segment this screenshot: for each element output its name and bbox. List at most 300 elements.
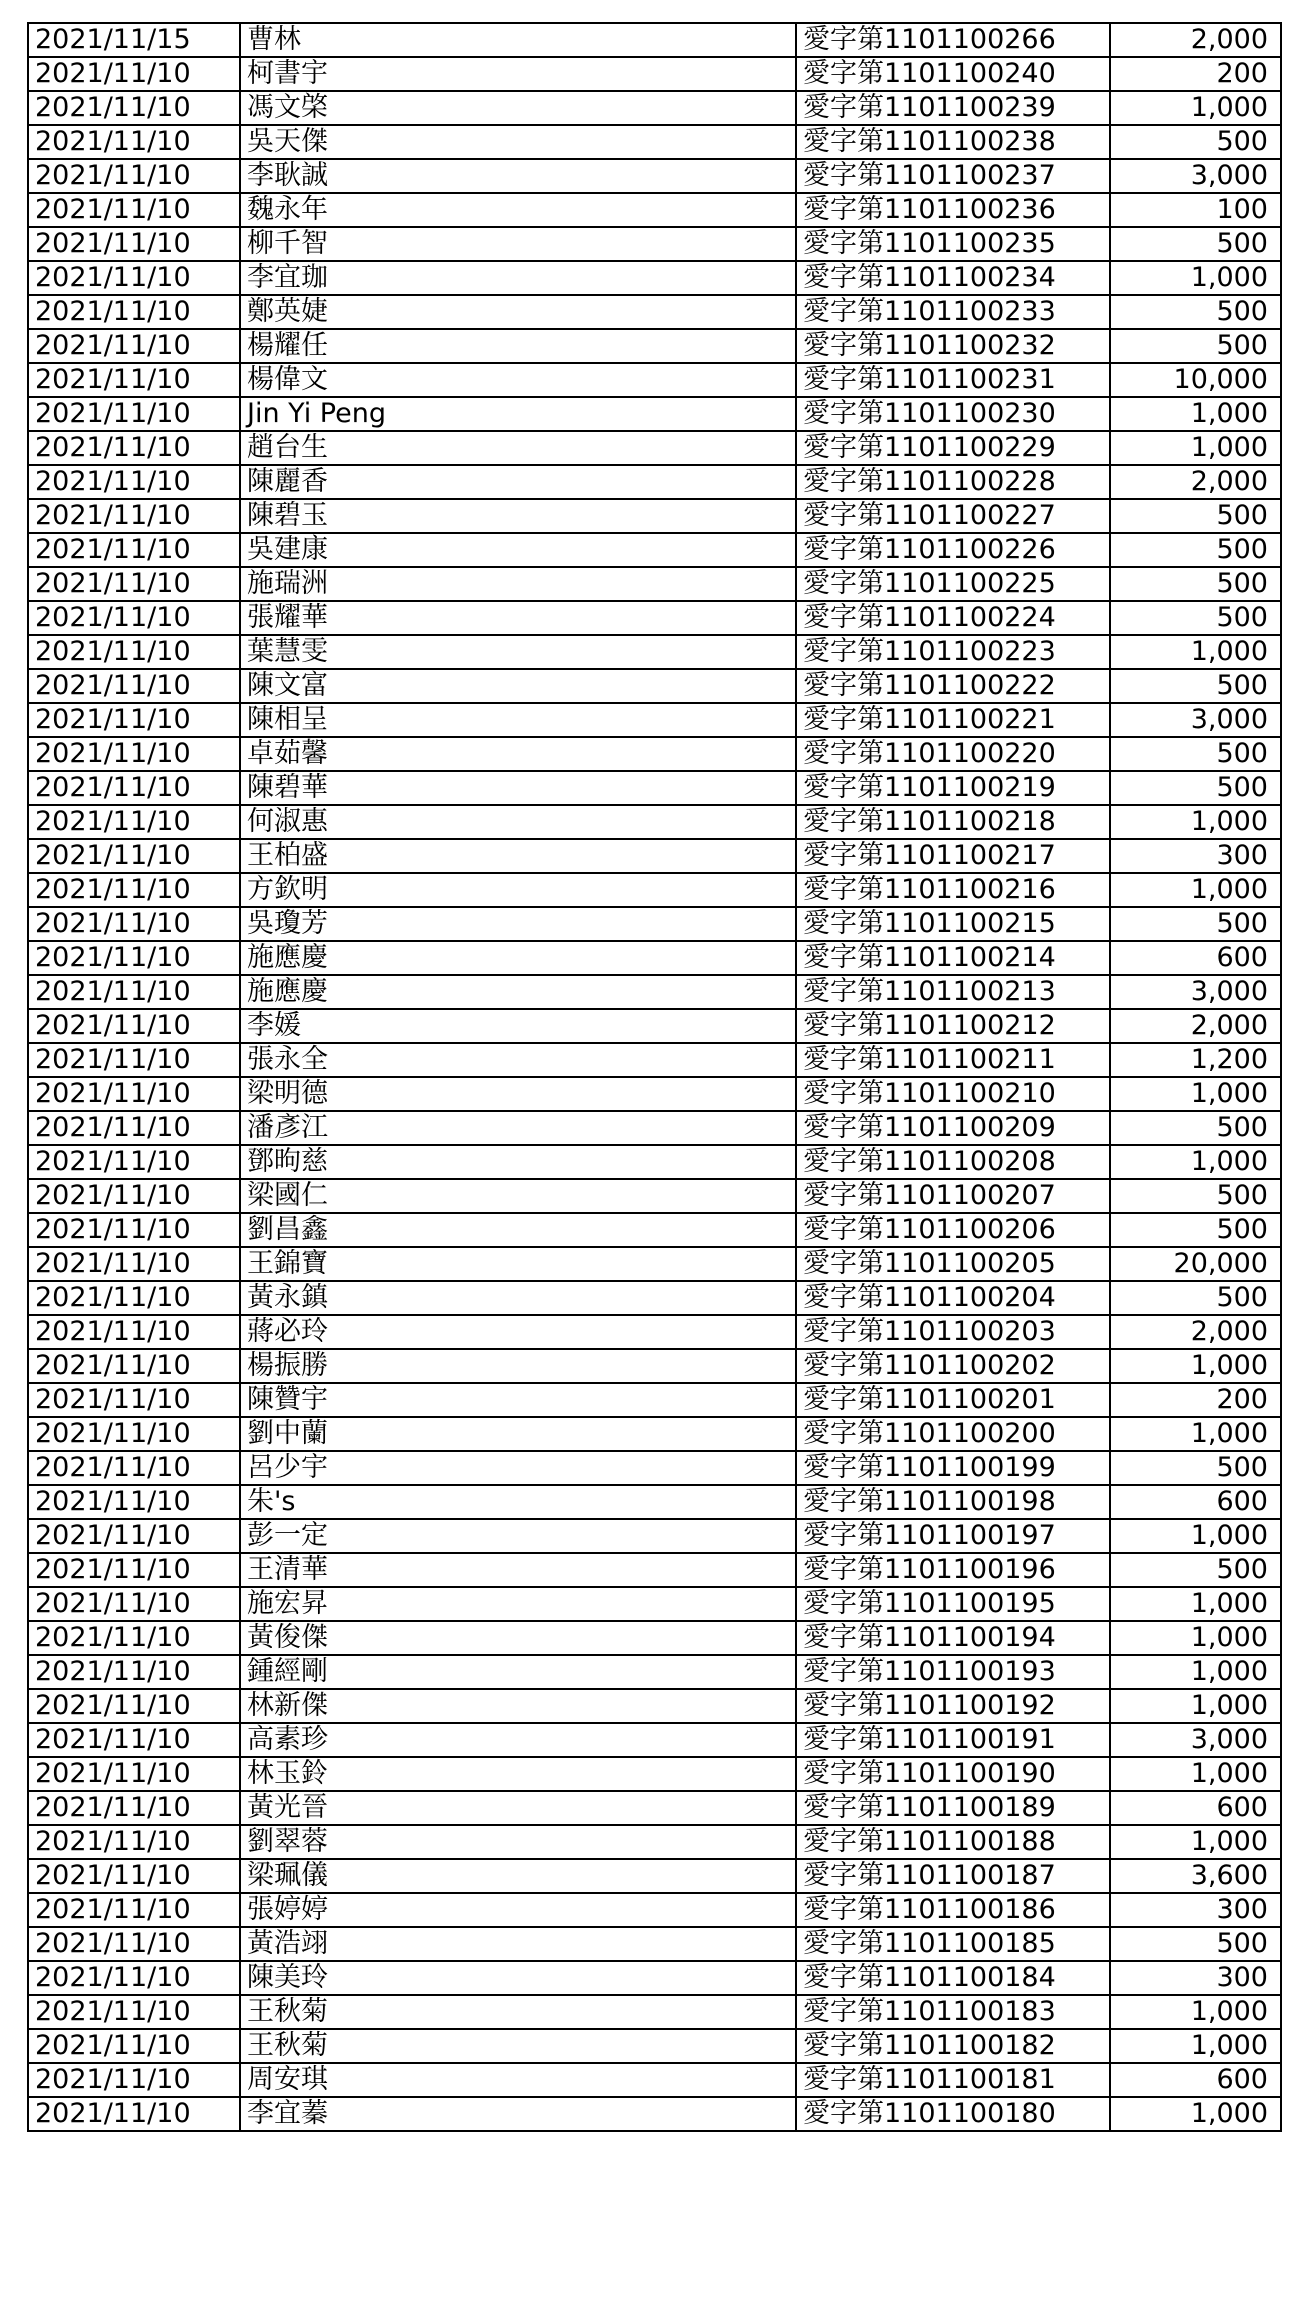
amount-cell: 2,000 bbox=[1110, 1009, 1281, 1043]
amount-cell: 1,000 bbox=[1110, 1757, 1281, 1791]
receipt-number-cell: 愛字第1101100187 bbox=[796, 1859, 1110, 1893]
date-cell: 2021/11/10 bbox=[28, 1451, 240, 1485]
receipt-number-cell: 愛字第1101100182 bbox=[796, 2029, 1110, 2063]
receipt-number-cell: 愛字第1101100207 bbox=[796, 1179, 1110, 1213]
receipt-number-cell: 愛字第1101100227 bbox=[796, 499, 1110, 533]
receipt-number-cell: 愛字第1101100205 bbox=[796, 1247, 1110, 1281]
donor-name-cell: 蔣必玲 bbox=[240, 1315, 796, 1349]
date-cell: 2021/11/10 bbox=[28, 1519, 240, 1553]
amount-cell: 200 bbox=[1110, 1383, 1281, 1417]
amount-cell: 500 bbox=[1110, 601, 1281, 635]
donor-name-cell: 梁國仁 bbox=[240, 1179, 796, 1213]
amount-cell: 10,000 bbox=[1110, 363, 1281, 397]
receipt-number-cell: 愛字第1101100180 bbox=[796, 2097, 1110, 2131]
donor-name-cell: 施應慶 bbox=[240, 975, 796, 1009]
table-row bbox=[28, 635, 1281, 669]
table-row bbox=[28, 1451, 1281, 1485]
date-cell: 2021/11/10 bbox=[28, 1111, 240, 1145]
amount-cell: 1,000 bbox=[1110, 1587, 1281, 1621]
donor-name-cell: 陳碧玉 bbox=[240, 499, 796, 533]
donor-name-cell: 施宏昇 bbox=[240, 1587, 796, 1621]
donor-name-cell: 李宜蓁 bbox=[240, 2097, 796, 2131]
donor-name-cell: 吳天傑 bbox=[240, 125, 796, 159]
receipt-number-cell: 愛字第1101100195 bbox=[796, 1587, 1110, 1621]
amount-cell: 200 bbox=[1110, 57, 1281, 91]
date-cell: 2021/11/10 bbox=[28, 1791, 240, 1825]
donor-name-cell: 王錦寶 bbox=[240, 1247, 796, 1281]
date-cell: 2021/11/10 bbox=[28, 1689, 240, 1723]
table-row bbox=[28, 1553, 1281, 1587]
table-row bbox=[28, 1927, 1281, 1961]
donor-name-cell: 劉中蘭 bbox=[240, 1417, 796, 1451]
table-row bbox=[28, 839, 1281, 873]
donor-name-cell: 柯書宇 bbox=[240, 57, 796, 91]
table-row bbox=[28, 91, 1281, 125]
table-row bbox=[28, 1043, 1281, 1077]
amount-cell: 1,000 bbox=[1110, 397, 1281, 431]
amount-cell: 20,000 bbox=[1110, 1247, 1281, 1281]
receipt-number-cell: 愛字第1101100198 bbox=[796, 1485, 1110, 1519]
donor-name-cell: 施應慶 bbox=[240, 941, 796, 975]
table-row bbox=[28, 567, 1281, 601]
table-row bbox=[28, 1621, 1281, 1655]
date-cell: 2021/11/10 bbox=[28, 91, 240, 125]
donor-name-cell: 黃浩翊 bbox=[240, 1927, 796, 1961]
table-row bbox=[28, 1859, 1281, 1893]
donor-name-cell: 葉慧雯 bbox=[240, 635, 796, 669]
date-cell: 2021/11/10 bbox=[28, 57, 240, 91]
amount-cell: 600 bbox=[1110, 2063, 1281, 2097]
donor-name-cell: Jin Yi Peng bbox=[240, 397, 796, 431]
amount-cell: 500 bbox=[1110, 669, 1281, 703]
donor-name-cell: 施瑞洲 bbox=[240, 567, 796, 601]
amount-cell: 1,000 bbox=[1110, 873, 1281, 907]
donor-name-cell: 李宜珈 bbox=[240, 261, 796, 295]
table-row bbox=[28, 1213, 1281, 1247]
table-row bbox=[28, 941, 1281, 975]
date-cell: 2021/11/10 bbox=[28, 1213, 240, 1247]
amount-cell: 1,000 bbox=[1110, 1995, 1281, 2029]
amount-cell: 100 bbox=[1110, 193, 1281, 227]
date-cell: 2021/11/10 bbox=[28, 941, 240, 975]
donor-name-cell: 彭一定 bbox=[240, 1519, 796, 1553]
date-cell: 2021/11/10 bbox=[28, 397, 240, 431]
receipt-number-cell: 愛字第1101100238 bbox=[796, 125, 1110, 159]
date-cell: 2021/11/10 bbox=[28, 1723, 240, 1757]
donor-name-cell: 馮文棨 bbox=[240, 91, 796, 125]
date-cell: 2021/11/10 bbox=[28, 2029, 240, 2063]
receipt-number-cell: 愛字第1101100191 bbox=[796, 1723, 1110, 1757]
receipt-number-cell: 愛字第1101100209 bbox=[796, 1111, 1110, 1145]
donor-name-cell: 朱's bbox=[240, 1485, 796, 1519]
receipt-number-cell: 愛字第1101100213 bbox=[796, 975, 1110, 1009]
table-row bbox=[28, 771, 1281, 805]
table-row bbox=[28, 1009, 1281, 1043]
donor-name-cell: 張婷婷 bbox=[240, 1893, 796, 1927]
donor-name-cell: 黃永鎮 bbox=[240, 1281, 796, 1315]
receipt-number-cell: 愛字第1101100200 bbox=[796, 1417, 1110, 1451]
amount-cell: 500 bbox=[1110, 1111, 1281, 1145]
receipt-number-cell: 愛字第1101100233 bbox=[796, 295, 1110, 329]
amount-cell: 3,000 bbox=[1110, 1723, 1281, 1757]
date-cell: 2021/11/10 bbox=[28, 1859, 240, 1893]
receipt-number-cell: 愛字第1101100212 bbox=[796, 1009, 1110, 1043]
date-cell: 2021/11/10 bbox=[28, 1349, 240, 1383]
donor-name-cell: 何淑惠 bbox=[240, 805, 796, 839]
receipt-number-cell: 愛字第1101100183 bbox=[796, 1995, 1110, 2029]
donor-name-cell: 陳贊宇 bbox=[240, 1383, 796, 1417]
receipt-number-cell: 愛字第1101100211 bbox=[796, 1043, 1110, 1077]
date-cell: 2021/11/10 bbox=[28, 1757, 240, 1791]
receipt-number-cell: 愛字第1101100237 bbox=[796, 159, 1110, 193]
receipt-number-cell: 愛字第1101100184 bbox=[796, 1961, 1110, 1995]
date-cell: 2021/11/10 bbox=[28, 1247, 240, 1281]
table-row bbox=[28, 1281, 1281, 1315]
table-row bbox=[28, 1077, 1281, 1111]
date-cell: 2021/11/10 bbox=[28, 193, 240, 227]
donor-name-cell: 林玉鈴 bbox=[240, 1757, 796, 1791]
table-row bbox=[28, 1587, 1281, 1621]
donation-table bbox=[27, 22, 1282, 2132]
table-row bbox=[28, 57, 1281, 91]
receipt-number-cell: 愛字第1101100201 bbox=[796, 1383, 1110, 1417]
donor-name-cell: 呂少宇 bbox=[240, 1451, 796, 1485]
donor-name-cell: 梁明德 bbox=[240, 1077, 796, 1111]
receipt-number-cell: 愛字第1101100189 bbox=[796, 1791, 1110, 1825]
date-cell: 2021/11/10 bbox=[28, 1485, 240, 1519]
amount-cell: 500 bbox=[1110, 499, 1281, 533]
date-cell: 2021/11/15 bbox=[28, 23, 240, 57]
receipt-number-cell: 愛字第1101100204 bbox=[796, 1281, 1110, 1315]
table-row bbox=[28, 1111, 1281, 1145]
receipt-number-cell: 愛字第1101100224 bbox=[796, 601, 1110, 635]
date-cell: 2021/11/10 bbox=[28, 669, 240, 703]
table-row bbox=[28, 907, 1281, 941]
receipt-number-cell: 愛字第1101100226 bbox=[796, 533, 1110, 567]
donor-name-cell: 潘彥江 bbox=[240, 1111, 796, 1145]
table-row bbox=[28, 1791, 1281, 1825]
table-row bbox=[28, 1315, 1281, 1349]
table-row bbox=[28, 1689, 1281, 1723]
donor-name-cell: 吳瓊芳 bbox=[240, 907, 796, 941]
table-row bbox=[28, 1995, 1281, 2029]
donor-name-cell: 林新傑 bbox=[240, 1689, 796, 1723]
amount-cell: 1,200 bbox=[1110, 1043, 1281, 1077]
table-row bbox=[28, 1655, 1281, 1689]
table-row bbox=[28, 295, 1281, 329]
date-cell: 2021/11/10 bbox=[28, 1587, 240, 1621]
receipt-number-cell: 愛字第1101100202 bbox=[796, 1349, 1110, 1383]
amount-cell: 500 bbox=[1110, 533, 1281, 567]
donor-name-cell: 楊振勝 bbox=[240, 1349, 796, 1383]
amount-cell: 1,000 bbox=[1110, 635, 1281, 669]
receipt-number-cell: 愛字第1101100222 bbox=[796, 669, 1110, 703]
amount-cell: 1,000 bbox=[1110, 1655, 1281, 1689]
receipt-number-cell: 愛字第1101100186 bbox=[796, 1893, 1110, 1927]
receipt-number-cell: 愛字第1101100240 bbox=[796, 57, 1110, 91]
donor-name-cell: 王清華 bbox=[240, 1553, 796, 1587]
table-row bbox=[28, 1723, 1281, 1757]
date-cell: 2021/11/10 bbox=[28, 635, 240, 669]
amount-cell: 1,000 bbox=[1110, 1349, 1281, 1383]
amount-cell: 500 bbox=[1110, 227, 1281, 261]
amount-cell: 1,000 bbox=[1110, 1417, 1281, 1451]
receipt-number-cell: 愛字第1101100220 bbox=[796, 737, 1110, 771]
receipt-number-cell: 愛字第1101100266 bbox=[796, 23, 1110, 57]
receipt-number-cell: 愛字第1101100235 bbox=[796, 227, 1110, 261]
donor-name-cell: 柳千智 bbox=[240, 227, 796, 261]
date-cell: 2021/11/10 bbox=[28, 1417, 240, 1451]
donor-name-cell: 陳麗香 bbox=[240, 465, 796, 499]
receipt-number-cell: 愛字第1101100219 bbox=[796, 771, 1110, 805]
receipt-number-cell: 愛字第1101100228 bbox=[796, 465, 1110, 499]
amount-cell: 2,000 bbox=[1110, 465, 1281, 499]
table-row bbox=[28, 873, 1281, 907]
amount-cell: 500 bbox=[1110, 1179, 1281, 1213]
date-cell: 2021/11/10 bbox=[28, 1179, 240, 1213]
receipt-number-cell: 愛字第1101100190 bbox=[796, 1757, 1110, 1791]
date-cell: 2021/11/10 bbox=[28, 1077, 240, 1111]
receipt-number-cell: 愛字第1101100188 bbox=[796, 1825, 1110, 1859]
receipt-number-cell: 愛字第1101100225 bbox=[796, 567, 1110, 601]
table-row bbox=[28, 363, 1281, 397]
table-row bbox=[28, 1179, 1281, 1213]
amount-cell: 1,000 bbox=[1110, 2029, 1281, 2063]
receipt-number-cell: 愛字第1101100203 bbox=[796, 1315, 1110, 1349]
table-row bbox=[28, 261, 1281, 295]
receipt-number-cell: 愛字第1101100229 bbox=[796, 431, 1110, 465]
date-cell: 2021/11/10 bbox=[28, 771, 240, 805]
amount-cell: 3,600 bbox=[1110, 1859, 1281, 1893]
amount-cell: 500 bbox=[1110, 1553, 1281, 1587]
receipt-number-cell: 愛字第1101100181 bbox=[796, 2063, 1110, 2097]
amount-cell: 1,000 bbox=[1110, 2097, 1281, 2131]
table-row bbox=[28, 1145, 1281, 1179]
amount-cell: 300 bbox=[1110, 1893, 1281, 1927]
amount-cell: 300 bbox=[1110, 839, 1281, 873]
amount-cell: 500 bbox=[1110, 1927, 1281, 1961]
donor-name-cell: 劉翠蓉 bbox=[240, 1825, 796, 1859]
donor-name-cell: 黃俊傑 bbox=[240, 1621, 796, 1655]
table-row bbox=[28, 1893, 1281, 1927]
receipt-number-cell: 愛字第1101100210 bbox=[796, 1077, 1110, 1111]
date-cell: 2021/11/10 bbox=[28, 737, 240, 771]
amount-cell: 1,000 bbox=[1110, 431, 1281, 465]
table-row bbox=[28, 431, 1281, 465]
receipt-number-cell: 愛字第1101100239 bbox=[796, 91, 1110, 125]
table-row bbox=[28, 2029, 1281, 2063]
date-cell: 2021/11/10 bbox=[28, 1655, 240, 1689]
donor-name-cell: 梁珮儀 bbox=[240, 1859, 796, 1893]
date-cell: 2021/11/10 bbox=[28, 703, 240, 737]
donor-name-cell: 方欽明 bbox=[240, 873, 796, 907]
donor-name-cell: 卓茹馨 bbox=[240, 737, 796, 771]
date-cell: 2021/11/10 bbox=[28, 1009, 240, 1043]
date-cell: 2021/11/10 bbox=[28, 1893, 240, 1927]
table-row bbox=[28, 805, 1281, 839]
table-row bbox=[28, 1349, 1281, 1383]
table-row bbox=[28, 159, 1281, 193]
receipt-number-cell: 愛字第1101100208 bbox=[796, 1145, 1110, 1179]
receipt-number-cell: 愛字第1101100196 bbox=[796, 1553, 1110, 1587]
donor-name-cell: 陳美玲 bbox=[240, 1961, 796, 1995]
table-row bbox=[28, 703, 1281, 737]
amount-cell: 500 bbox=[1110, 737, 1281, 771]
table-row bbox=[28, 2097, 1281, 2131]
receipt-number-cell: 愛字第1101100193 bbox=[796, 1655, 1110, 1689]
receipt-number-cell: 愛字第1101100234 bbox=[796, 261, 1110, 295]
date-cell: 2021/11/10 bbox=[28, 431, 240, 465]
donor-name-cell: 高素珍 bbox=[240, 1723, 796, 1757]
donor-name-cell: 李媛 bbox=[240, 1009, 796, 1043]
amount-cell: 3,000 bbox=[1110, 975, 1281, 1009]
amount-cell: 600 bbox=[1110, 1791, 1281, 1825]
table-row bbox=[28, 1519, 1281, 1553]
date-cell: 2021/11/10 bbox=[28, 465, 240, 499]
receipt-number-cell: 愛字第1101100218 bbox=[796, 805, 1110, 839]
table-row bbox=[28, 601, 1281, 635]
amount-cell: 1,000 bbox=[1110, 1621, 1281, 1655]
amount-cell: 1,000 bbox=[1110, 1145, 1281, 1179]
donor-name-cell: 楊耀任 bbox=[240, 329, 796, 363]
date-cell: 2021/11/10 bbox=[28, 907, 240, 941]
receipt-number-cell: 愛字第1101100214 bbox=[796, 941, 1110, 975]
date-cell: 2021/11/10 bbox=[28, 1995, 240, 2029]
date-cell: 2021/11/10 bbox=[28, 227, 240, 261]
date-cell: 2021/11/10 bbox=[28, 805, 240, 839]
amount-cell: 500 bbox=[1110, 1213, 1281, 1247]
date-cell: 2021/11/10 bbox=[28, 1315, 240, 1349]
donor-name-cell: 王柏盛 bbox=[240, 839, 796, 873]
donor-name-cell: 陳碧華 bbox=[240, 771, 796, 805]
amount-cell: 500 bbox=[1110, 125, 1281, 159]
date-cell: 2021/11/10 bbox=[28, 2063, 240, 2097]
amount-cell: 500 bbox=[1110, 771, 1281, 805]
amount-cell: 500 bbox=[1110, 1451, 1281, 1485]
amount-cell: 600 bbox=[1110, 941, 1281, 975]
date-cell: 2021/11/10 bbox=[28, 1145, 240, 1179]
receipt-number-cell: 愛字第1101100236 bbox=[796, 193, 1110, 227]
date-cell: 2021/11/10 bbox=[28, 1927, 240, 1961]
date-cell: 2021/11/10 bbox=[28, 1621, 240, 1655]
amount-cell: 3,000 bbox=[1110, 703, 1281, 737]
date-cell: 2021/11/10 bbox=[28, 839, 240, 873]
date-cell: 2021/11/10 bbox=[28, 1961, 240, 1995]
donor-name-cell: 魏永年 bbox=[240, 193, 796, 227]
table-row bbox=[28, 193, 1281, 227]
amount-cell: 1,000 bbox=[1110, 1077, 1281, 1111]
table-row bbox=[28, 23, 1281, 57]
donor-name-cell: 陳文富 bbox=[240, 669, 796, 703]
receipt-number-cell: 愛字第1101100232 bbox=[796, 329, 1110, 363]
table-row bbox=[28, 227, 1281, 261]
amount-cell: 500 bbox=[1110, 567, 1281, 601]
date-cell: 2021/11/10 bbox=[28, 873, 240, 907]
receipt-number-cell: 愛字第1101100192 bbox=[796, 1689, 1110, 1723]
amount-cell: 300 bbox=[1110, 1961, 1281, 1995]
amount-cell: 2,000 bbox=[1110, 23, 1281, 57]
date-cell: 2021/11/10 bbox=[28, 601, 240, 635]
amount-cell: 1,000 bbox=[1110, 1689, 1281, 1723]
table-row bbox=[28, 2063, 1281, 2097]
table-row bbox=[28, 1757, 1281, 1791]
date-cell: 2021/11/10 bbox=[28, 1281, 240, 1315]
donor-name-cell: 王秋菊 bbox=[240, 1995, 796, 2029]
receipt-number-cell: 愛字第1101100215 bbox=[796, 907, 1110, 941]
date-cell: 2021/11/10 bbox=[28, 1553, 240, 1587]
donor-name-cell: 張永全 bbox=[240, 1043, 796, 1077]
date-cell: 2021/11/10 bbox=[28, 159, 240, 193]
table-row bbox=[28, 1417, 1281, 1451]
date-cell: 2021/11/10 bbox=[28, 567, 240, 601]
amount-cell: 3,000 bbox=[1110, 159, 1281, 193]
amount-cell: 2,000 bbox=[1110, 1315, 1281, 1349]
receipt-number-cell: 愛字第1101100206 bbox=[796, 1213, 1110, 1247]
table-row bbox=[28, 669, 1281, 703]
date-cell: 2021/11/10 bbox=[28, 1825, 240, 1859]
table-row bbox=[28, 737, 1281, 771]
date-cell: 2021/11/10 bbox=[28, 295, 240, 329]
donation-table-body bbox=[28, 23, 1281, 2131]
donor-name-cell: 黃光晉 bbox=[240, 1791, 796, 1825]
table-row bbox=[28, 397, 1281, 431]
donor-name-cell: 趙台生 bbox=[240, 431, 796, 465]
receipt-number-cell: 愛字第1101100217 bbox=[796, 839, 1110, 873]
amount-cell: 500 bbox=[1110, 295, 1281, 329]
donor-name-cell: 吳建康 bbox=[240, 533, 796, 567]
table-row bbox=[28, 1961, 1281, 1995]
receipt-number-cell: 愛字第1101100231 bbox=[796, 363, 1110, 397]
table-row bbox=[28, 1825, 1281, 1859]
amount-cell: 500 bbox=[1110, 329, 1281, 363]
amount-cell: 500 bbox=[1110, 1281, 1281, 1315]
amount-cell: 1,000 bbox=[1110, 1519, 1281, 1553]
donor-name-cell: 陳相呈 bbox=[240, 703, 796, 737]
donation-sheet bbox=[27, 22, 1280, 2132]
date-cell: 2021/11/10 bbox=[28, 329, 240, 363]
donor-name-cell: 楊偉文 bbox=[240, 363, 796, 397]
amount-cell: 600 bbox=[1110, 1485, 1281, 1519]
table-row bbox=[28, 125, 1281, 159]
date-cell: 2021/11/10 bbox=[28, 125, 240, 159]
receipt-number-cell: 愛字第1101100185 bbox=[796, 1927, 1110, 1961]
donor-name-cell: 鍾經剛 bbox=[240, 1655, 796, 1689]
donor-name-cell: 劉昌鑫 bbox=[240, 1213, 796, 1247]
date-cell: 2021/11/10 bbox=[28, 1383, 240, 1417]
receipt-number-cell: 愛字第1101100194 bbox=[796, 1621, 1110, 1655]
amount-cell: 1,000 bbox=[1110, 1825, 1281, 1859]
table-row bbox=[28, 499, 1281, 533]
receipt-number-cell: 愛字第1101100199 bbox=[796, 1451, 1110, 1485]
receipt-number-cell: 愛字第1101100230 bbox=[796, 397, 1110, 431]
receipt-number-cell: 愛字第1101100216 bbox=[796, 873, 1110, 907]
donor-name-cell: 周安琪 bbox=[240, 2063, 796, 2097]
donor-name-cell: 曹林 bbox=[240, 23, 796, 57]
date-cell: 2021/11/10 bbox=[28, 975, 240, 1009]
amount-cell: 500 bbox=[1110, 907, 1281, 941]
table-row bbox=[28, 533, 1281, 567]
table-row bbox=[28, 329, 1281, 363]
date-cell: 2021/11/10 bbox=[28, 499, 240, 533]
amount-cell: 1,000 bbox=[1110, 805, 1281, 839]
donor-name-cell: 李耿誠 bbox=[240, 159, 796, 193]
receipt-number-cell: 愛字第1101100223 bbox=[796, 635, 1110, 669]
receipt-number-cell: 愛字第1101100221 bbox=[796, 703, 1110, 737]
table-row bbox=[28, 1485, 1281, 1519]
donor-name-cell: 鄭英婕 bbox=[240, 295, 796, 329]
date-cell: 2021/11/10 bbox=[28, 261, 240, 295]
table-row bbox=[28, 1383, 1281, 1417]
